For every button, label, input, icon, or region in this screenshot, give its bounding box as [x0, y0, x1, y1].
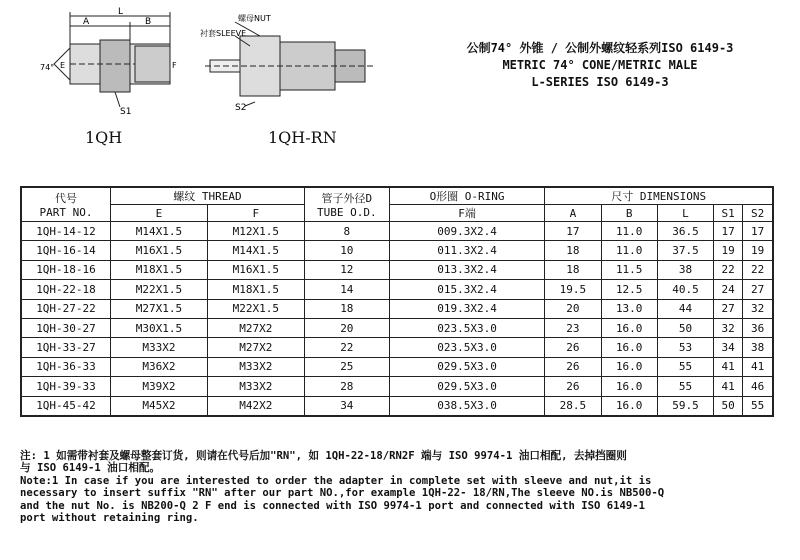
- subheader-s1: S1: [714, 205, 743, 222]
- table-cell: 26: [545, 377, 601, 396]
- subheader-f: F: [207, 205, 304, 222]
- table-cell: M27X2: [207, 318, 304, 337]
- table-cell: 50: [714, 396, 743, 416]
- table-cell: 12: [304, 260, 389, 279]
- table-cell: 32: [714, 318, 743, 337]
- figure-label-1qh: 1QH: [85, 128, 123, 147]
- table-cell: 59.5: [657, 396, 713, 416]
- table-cell: M18X1.5: [207, 280, 304, 299]
- figure-label-1qh-rn: 1QH-RN: [268, 128, 337, 147]
- header-oring: O形圈 O-RING: [389, 187, 544, 205]
- table-cell: 029.5X3.0: [389, 357, 544, 376]
- table-cell: 38: [657, 260, 713, 279]
- table-cell: 1QH-16-14: [21, 241, 111, 260]
- table-cell: 46: [743, 377, 773, 396]
- table-cell: 17: [545, 222, 601, 241]
- table-cell: 18: [545, 260, 601, 279]
- table-cell: 10: [304, 241, 389, 260]
- svg-text:A: A: [83, 17, 90, 27]
- table-cell: M16X1.5: [207, 260, 304, 279]
- table-cell: 16.0: [601, 377, 657, 396]
- table-cell: 26: [545, 357, 601, 376]
- table-cell: 1QH-39-33: [21, 377, 111, 396]
- subheader-a: A: [545, 205, 601, 222]
- table-cell: M27X1.5: [111, 299, 208, 318]
- table-cell: 11.0: [601, 222, 657, 241]
- table-cell: 16.0: [601, 396, 657, 416]
- table-cell: M39X2: [111, 377, 208, 396]
- table-cell: 20: [545, 299, 601, 318]
- table-cell: 19: [743, 241, 773, 260]
- table-cell: 41: [714, 377, 743, 396]
- header-dimensions: 尺寸 DIMENSIONS: [545, 187, 773, 205]
- table-cell: M33X2: [207, 357, 304, 376]
- table-cell: 1QH-18-16: [21, 260, 111, 279]
- note-cn-line-1: 注: 1 如需带衬套及螺母整套订货, 则请在代号后加"RN", 如 1QH-22-18/RN2F 端与 ISO 9974-1 油口相配, 去掉挡圈则: [20, 450, 627, 462]
- table-cell: M22X1.5: [207, 299, 304, 318]
- svg-text:B: B: [145, 17, 152, 27]
- table-cell: 19.5: [545, 280, 601, 299]
- svg-text:衬套SLEEVE: 衬套SLEEVE: [200, 29, 247, 38]
- fitting-drawing-1qh-rn: [200, 6, 380, 121]
- table-cell: 16.0: [601, 318, 657, 337]
- note-en-line-3: and the nut No. is NB200-Q 2 F end is connected with ISO 9974-1 port and connected with ISO 6149-1: [20, 499, 646, 512]
- subheader-s2: S2: [743, 205, 773, 222]
- table-cell: M33X2: [111, 338, 208, 357]
- table-cell: 14: [304, 280, 389, 299]
- table-cell: 18: [545, 241, 601, 260]
- table-row: [21, 318, 773, 337]
- table-cell: 11.0: [601, 241, 657, 260]
- fitting-drawing-1qh: [40, 4, 200, 119]
- table-cell: 23: [545, 318, 601, 337]
- table-cell: 37.5: [657, 241, 713, 260]
- table-cell: 019.3X2.4: [389, 299, 544, 318]
- table-row: [21, 377, 773, 396]
- note-cn-line-2: 与 ISO 6149-1 油口相配。: [20, 462, 161, 475]
- title-line-1: 公制74° 外锥 / 公制外螺纹轻系列ISO 6149-3: [466, 41, 734, 55]
- table-cell: 18: [304, 299, 389, 318]
- table-cell: 023.5X3.0: [389, 318, 544, 337]
- table-cell: 26: [545, 338, 601, 357]
- table-cell: 19: [714, 241, 743, 260]
- table-cell: 41: [714, 357, 743, 376]
- table-cell: 24: [714, 280, 743, 299]
- table-cell: 1QH-14-12: [21, 222, 111, 241]
- table-cell: 8: [304, 222, 389, 241]
- title-line-3: L-SERIES ISO 6149-3: [531, 75, 669, 89]
- table-cell: 25: [304, 357, 389, 376]
- table-cell: M14X1.5: [207, 241, 304, 260]
- table-cell: 12.5: [601, 280, 657, 299]
- subheader-e: E: [111, 205, 208, 222]
- table-cell: M14X1.5: [111, 222, 208, 241]
- table-cell: 36.5: [657, 222, 713, 241]
- table-body: [21, 222, 773, 416]
- table-cell: 38: [743, 338, 773, 357]
- table-row: [21, 241, 773, 260]
- svg-text:F: F: [172, 61, 177, 70]
- table-cell: 22: [714, 260, 743, 279]
- table-cell: 038.5X3.0: [389, 396, 544, 416]
- dimensions-table: [20, 186, 774, 417]
- title-block: [440, 40, 760, 91]
- table-cell: 009.3X2.4: [389, 222, 544, 241]
- table-cell: M27X2: [207, 338, 304, 357]
- table-cell: 013.3X2.4: [389, 260, 544, 279]
- table-cell: 1QH-30-27: [21, 318, 111, 337]
- subheader-f-end: F端: [389, 205, 544, 222]
- title-line-2: METRIC 74° CONE/METRIC MALE: [502, 58, 698, 72]
- table-cell: 22: [743, 260, 773, 279]
- table-cell: 55: [657, 377, 713, 396]
- table-cell: 28.5: [545, 396, 601, 416]
- table-cell: M12X1.5: [207, 222, 304, 241]
- table-cell: 1QH-45-42: [21, 396, 111, 416]
- table-cell: 34: [714, 338, 743, 357]
- table-cell: 27: [714, 299, 743, 318]
- table-cell: 55: [743, 396, 773, 416]
- svg-text:L: L: [118, 7, 124, 17]
- table-cell: 27: [743, 280, 773, 299]
- table-cell: 44: [657, 299, 713, 318]
- subheader-b: B: [601, 205, 657, 222]
- table-cell: 22: [304, 338, 389, 357]
- table-row: [21, 260, 773, 279]
- svg-text:S2: S2: [235, 103, 247, 113]
- table-cell: M22X1.5: [111, 280, 208, 299]
- table-cell: 36: [743, 318, 773, 337]
- table-cell: 17: [714, 222, 743, 241]
- svg-text:螺母NUT: 螺母NUT: [238, 14, 271, 23]
- table-cell: 53: [657, 338, 713, 357]
- table-cell: 34: [304, 396, 389, 416]
- header-part-no: 代号 PART NO.: [21, 187, 111, 222]
- table-cell: 55: [657, 357, 713, 376]
- table-cell: 17: [743, 222, 773, 241]
- table-cell: 023.5X3.0: [389, 338, 544, 357]
- svg-text:E: E: [60, 61, 66, 70]
- svg-text:S1: S1: [120, 107, 132, 117]
- table-cell: 029.5X3.0: [389, 377, 544, 396]
- table-row: [21, 396, 773, 416]
- table-row: [21, 280, 773, 299]
- svg-text:74°: 74°: [40, 63, 55, 72]
- table-cell: 41: [743, 357, 773, 376]
- header-thread: 螺纹 THREAD: [111, 187, 305, 205]
- note-en-line-4: port without retaining ring.: [20, 512, 199, 525]
- table-cell: M16X1.5: [111, 241, 208, 260]
- table-cell: M42X2: [207, 396, 304, 416]
- table-cell: M30X1.5: [111, 318, 208, 337]
- table-cell: 50: [657, 318, 713, 337]
- table-cell: 16.0: [601, 357, 657, 376]
- table-cell: 011.3X2.4: [389, 241, 544, 260]
- table-cell: 015.3X2.4: [389, 280, 544, 299]
- header-tube: 管子外径D TUBE O.D.: [304, 187, 389, 222]
- table-cell: 16.0: [601, 338, 657, 357]
- table-cell: 11.5: [601, 260, 657, 279]
- table-cell: M36X2: [111, 357, 208, 376]
- table-cell: 32: [743, 299, 773, 318]
- notes: [20, 450, 772, 524]
- table-cell: 1QH-27-22: [21, 299, 111, 318]
- table-cell: 1QH-36-33: [21, 357, 111, 376]
- table-cell: M18X1.5: [111, 260, 208, 279]
- table-cell: 20: [304, 318, 389, 337]
- table-row: [21, 299, 773, 318]
- table-cell: M33X2: [207, 377, 304, 396]
- table-cell: 1QH-33-27: [21, 338, 111, 357]
- table-cell: 13.0: [601, 299, 657, 318]
- table-cell: M45X2: [111, 396, 208, 416]
- table-row: [21, 357, 773, 376]
- table-cell: 40.5: [657, 280, 713, 299]
- table-cell: 1QH-22-18: [21, 280, 111, 299]
- table-row: [21, 222, 773, 241]
- subheader-l: L: [657, 205, 713, 222]
- note-en-line-2: necessary to insert suffix "RN" after our part NO.,for example 1QH-22- 18/RN,The sleeve NO.is NB500-Q: [20, 487, 665, 500]
- table-row: [21, 338, 773, 357]
- note-en-line-1: Note:1 In case if you are interested to order the adapter in complete set with sleeve and nut,it is: [20, 474, 652, 487]
- table-cell: 28: [304, 377, 389, 396]
